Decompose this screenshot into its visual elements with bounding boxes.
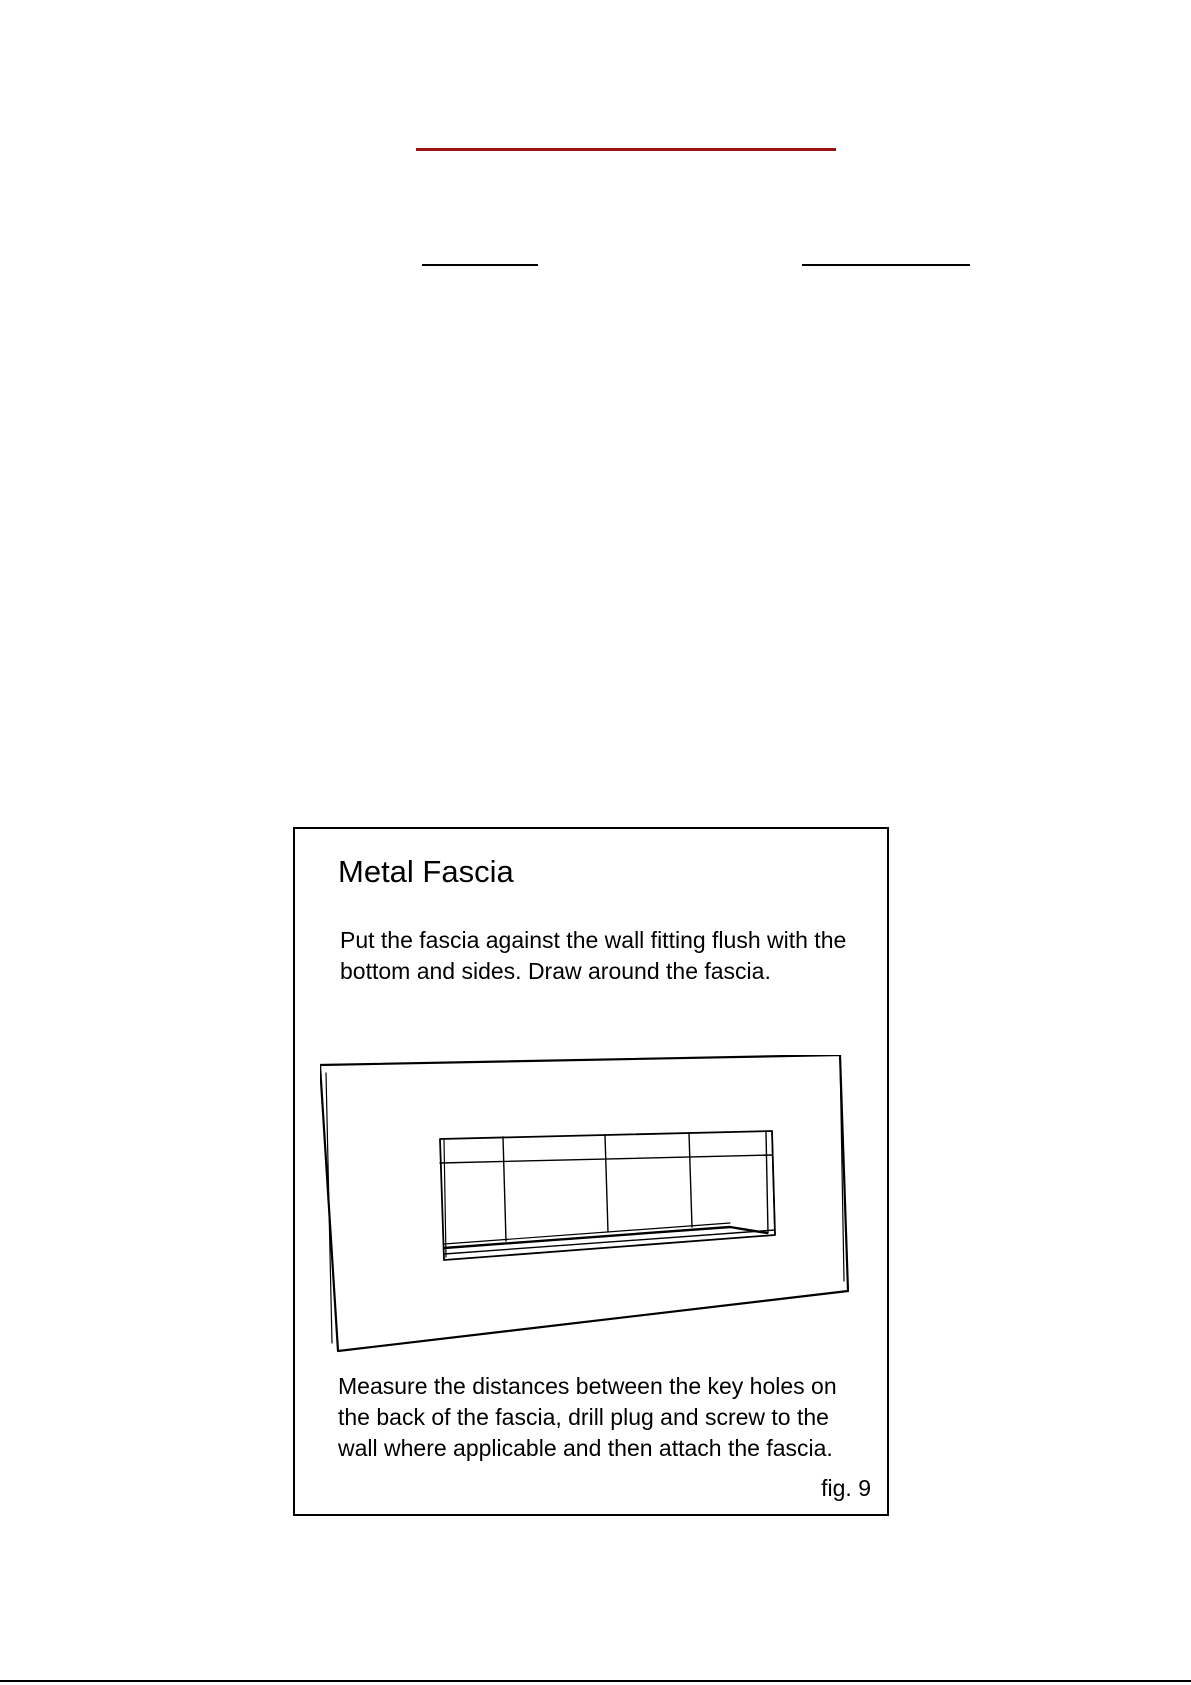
fascia-opening bbox=[440, 1131, 775, 1260]
page-bottom-rule bbox=[0, 1680, 1191, 1682]
header-right-rule bbox=[802, 264, 970, 266]
figure-panel bbox=[293, 827, 889, 1516]
header-left-rule bbox=[422, 264, 538, 266]
figure-label: fig. 9 bbox=[821, 1475, 871, 1501]
fascia-illustration bbox=[320, 1055, 865, 1361]
instruction-bottom: Measure the distances between the key holes on the back of the fascia, drill plug and screw to the wall where applicable and then attach the fascia. bbox=[338, 1373, 837, 1461]
header-red-rule bbox=[416, 148, 836, 151]
figure-title: Metal Fascia bbox=[338, 854, 514, 889]
instruction-top: Put the fascia against the wall fitting flush with the bottom and sides. Draw around the fascia. bbox=[340, 927, 847, 984]
fascia-outer-plate bbox=[320, 1055, 848, 1351]
